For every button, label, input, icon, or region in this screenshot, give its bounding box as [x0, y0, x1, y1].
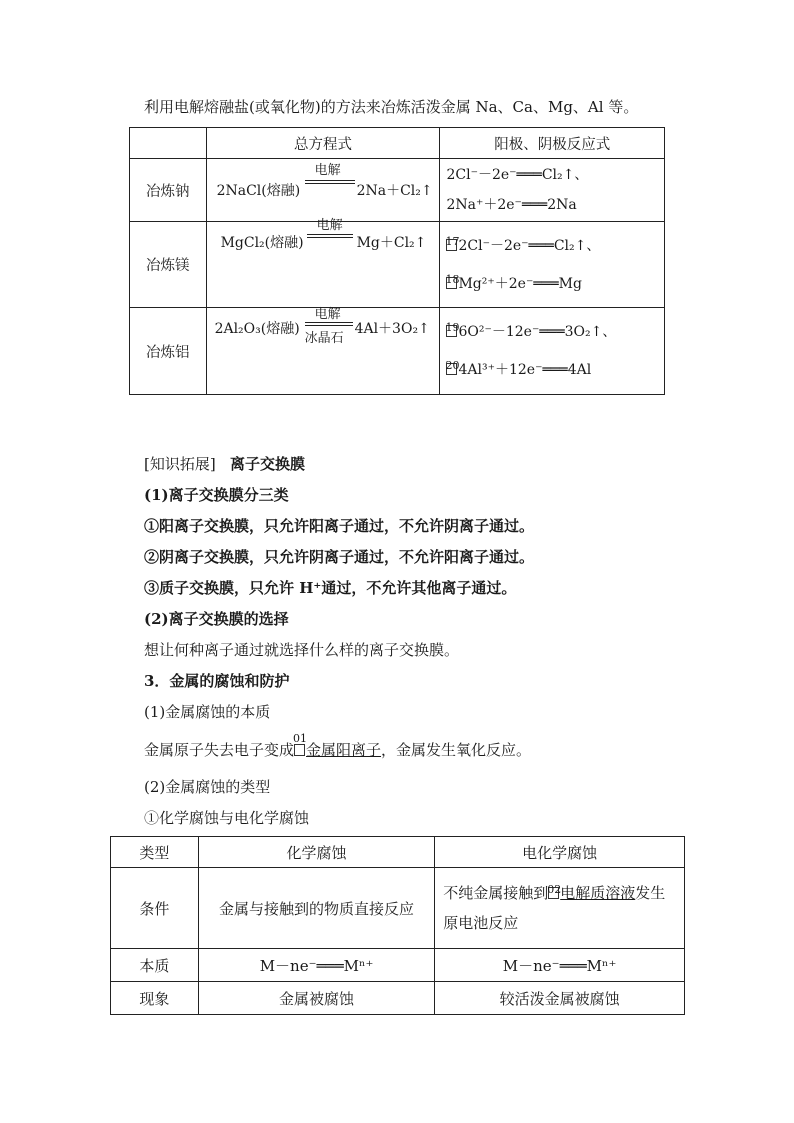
- header-cell-chemical: 化学腐蚀: [198, 837, 434, 868]
- electrolysis-table: [129, 127, 665, 395]
- answer-number-box: 20: [446, 363, 457, 375]
- answer-number-box: 19: [446, 325, 457, 337]
- half-reactions: [440, 222, 665, 308]
- half-reaction-cathode: 18 Mg²⁺＋2e⁻═══Mg: [445, 272, 582, 292]
- row-label: 冶炼铝: [130, 308, 207, 395]
- overall-equation: [206, 159, 440, 222]
- row-label: 冶炼钠: [130, 159, 207, 222]
- row-label: 本质: [111, 949, 199, 982]
- cell-electrochemical-nature: M－ne⁻═══Mⁿ⁺: [435, 949, 685, 982]
- row-label: 冶炼镁: [130, 222, 207, 308]
- expand-point-5: (2)离子交换膜的选择: [144, 610, 289, 628]
- eq-left: 2NaCl(熔融): [216, 183, 301, 199]
- cell-electrochemical-phenomenon: 较活泼金属被腐蚀: [435, 982, 685, 1015]
- table-row: [111, 982, 685, 1015]
- knowledge-expand-title: [知识拓展] 离子交换膜: [144, 455, 306, 473]
- sub-heading-3: ①化学腐蚀与电化学腐蚀: [144, 809, 310, 827]
- answer-number-box: 01: [294, 744, 305, 756]
- header-cell-electrochemical: 电化学腐蚀: [435, 837, 685, 868]
- expand-point-3: ②阴离子交换膜，只允许阴离子通过，不允许阳离子通过。: [144, 548, 535, 566]
- equals-sign: [305, 180, 355, 184]
- table-row: [111, 949, 685, 982]
- eq-condition: 电解: [316, 218, 343, 233]
- eq-right: Mg＋Cl₂↑: [356, 235, 427, 251]
- cell-chemical-nature: M－ne⁻═══Mⁿ⁺: [198, 949, 434, 982]
- eq-left: MgCl₂(熔融): [220, 235, 304, 251]
- answer-number-box: 18: [446, 277, 457, 289]
- sub-heading-1: (1)金属腐蚀的本质: [144, 703, 271, 721]
- eq-condition-catalyst: 冰晶石: [304, 331, 344, 346]
- table-row: [130, 308, 665, 395]
- half-reaction-cathode: 2Na⁺＋2e⁻═══2Na: [446, 197, 577, 213]
- expand-point-2: ①阳离子交换膜，只允许阳离子通过，不允许阴离子通过。: [144, 517, 535, 535]
- corrosion-table: [110, 836, 685, 1015]
- row-label: 现象: [111, 982, 199, 1015]
- equals-sign: [305, 322, 353, 326]
- overall-equation: [206, 308, 440, 395]
- section-heading: 3．金属的腐蚀和防护: [144, 672, 290, 690]
- half-reaction-anode: 19 6O²⁻－12e⁻═══3O₂↑、: [445, 321, 617, 340]
- eq-right: 2Na＋Cl₂↑: [356, 183, 433, 199]
- answer-number-box: 02: [548, 887, 559, 899]
- equals-sign: [307, 234, 353, 238]
- cell-chemical-phenomenon: 金属被腐蚀: [198, 982, 434, 1015]
- header-cell-overall: 总方程式: [206, 128, 440, 159]
- header-cell-type: 类型: [111, 837, 199, 868]
- table-header-row: [130, 128, 665, 159]
- header-cell-electrode: 阳极、阴极反应式: [440, 128, 665, 159]
- half-reaction-anode: 2Cl⁻－2e⁻═══Cl₂↑、: [446, 167, 589, 183]
- expand-point-4: ③质子交换膜，只允许 H⁺通过，不允许其他离子通过。: [144, 579, 517, 597]
- eq-condition: 电解: [314, 163, 341, 178]
- half-reaction-cathode: 20 4Al³⁺＋12e⁻═══4Al: [445, 359, 592, 378]
- sub-heading-2: (2)金属腐蚀的类型: [144, 778, 271, 796]
- table-row: [130, 159, 665, 222]
- table-row: [111, 868, 685, 949]
- half-reaction-anode: 17 2Cl⁻－2e⁻═══Cl₂↑、: [445, 234, 601, 254]
- eq-left: 2Al₂O₃(熔融): [214, 321, 300, 337]
- corrosion-essence-line: 金属原子失去电子变成 01 金属阳离子，金属发生氧化反应。: [144, 732, 532, 759]
- expand-point-1: (1)离子交换膜分三类: [144, 486, 289, 504]
- answer-blank: 金属阳离子: [306, 741, 382, 759]
- answer-number-box: 17: [446, 239, 457, 251]
- intro-paragraph: 利用电解熔融盐(或氧化物)的方法来冶炼活泼金属 Na、Ca、Mg、Al 等。: [144, 98, 639, 116]
- expand-point-6: 想让何种离子通过就选择什么样的离子交换膜。: [144, 641, 460, 659]
- half-reactions: [440, 159, 665, 222]
- eq-right: 4Al＋3O₂↑: [354, 321, 430, 337]
- table-row: [130, 222, 665, 308]
- cell-chemical-condition: 金属与接触到的物质直接反应: [198, 868, 434, 949]
- eq-condition: 电解: [314, 307, 341, 322]
- overall-equation: [206, 218, 440, 308]
- cell-electrochemical-condition: 不纯金属接触到 02 电解质溶液发生原电池反应: [435, 868, 685, 949]
- row-label: 条件: [111, 868, 199, 949]
- answer-blank: 电解质溶液: [560, 884, 636, 902]
- header-cell-empty: [130, 128, 207, 159]
- half-reactions: [440, 308, 665, 395]
- table-header-row: [111, 837, 685, 868]
